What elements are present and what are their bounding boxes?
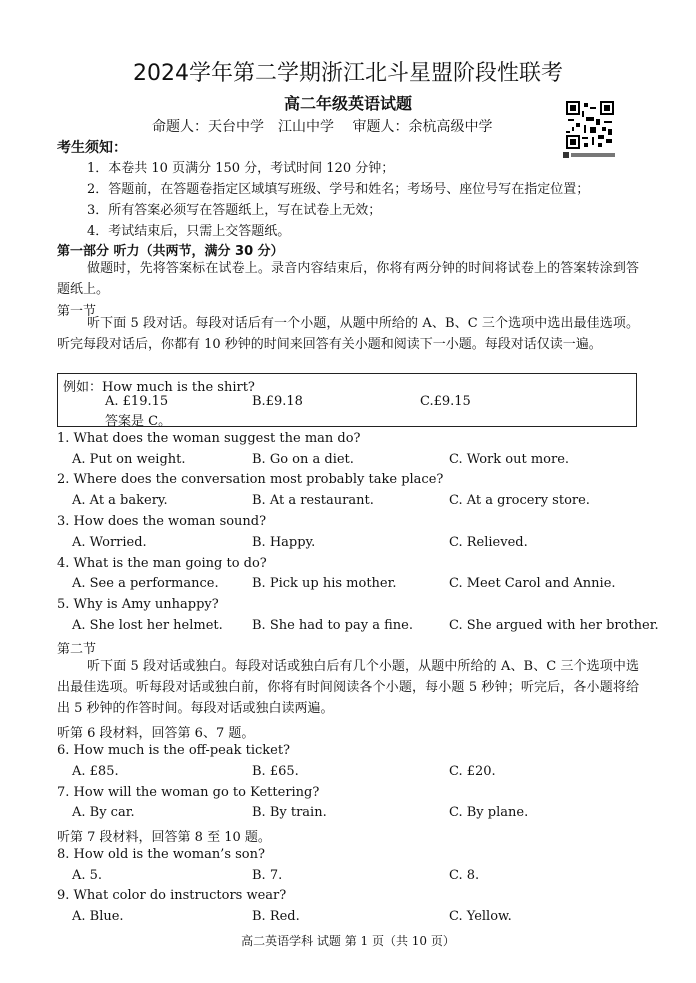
example-option-c: C.£9.15: [420, 394, 471, 409]
option-5b: B. She had to pay a fine.: [252, 618, 413, 633]
material-6-note: 听第 6 段材料，回答第 6、7 题。: [57, 726, 255, 741]
option-6a: A. £85.: [72, 764, 119, 779]
example-option-a: A. £19.15: [105, 394, 169, 409]
page-footer: 高二英语学科 试题 第 1 页（共 10 页）: [241, 934, 455, 948]
option-7c: C. By plane.: [449, 805, 529, 820]
option-3b: B. Happy.: [252, 535, 316, 550]
question-7: 7. How will the woman go to Kettering?: [57, 785, 320, 800]
option-1c: C. Work out more.: [449, 452, 570, 467]
qr-caption-graphic: [563, 152, 617, 158]
material-7-note: 听第 7 段材料，回答第 8 至 10 题。: [57, 830, 271, 845]
option-3a: A. Worried.: [72, 535, 147, 550]
option-1a: A. Put on weight.: [72, 452, 186, 467]
question-2: 2. Where does the conversation most probably take place?: [57, 472, 444, 487]
option-9c: C. Yellow.: [449, 909, 512, 924]
option-2a: A. At a bakery.: [72, 493, 168, 508]
option-2c: C. At a grocery store.: [449, 493, 590, 508]
option-9b: B. Red.: [252, 909, 300, 924]
section2-intro: 听下面 5 段对话或独白。每段对话或独白后有几个小题，从题中所给的 A、B、C 三个选项中选出最佳选项。听每段对话或独白前，你将有时间阅读各个小题，每小题 5 秒钟；听完后，各小题将给出 5 秒钟的作答时间。每段对话或独白读两遍。: [57, 659, 639, 716]
example-question: 例如：How much is the shirt?: [63, 380, 255, 395]
example-option-b: B.£9.18: [252, 394, 303, 409]
notice-item: 2．答题前，在答题卷指定区域填写班级、学号和姓名；考场号、座位号写在指定位置；: [87, 182, 590, 197]
option-5c: C. She argued with her brother.: [449, 618, 659, 633]
notice-item: 1．本卷共 10 页满分 150 分，考试时间 120 分钟；: [87, 161, 395, 176]
option-4a: A. See a performance.: [72, 576, 219, 591]
page-subtitle: 高二年级英语试题: [283, 94, 412, 113]
section2-label: 第二节: [57, 642, 97, 657]
option-6b: B. £65.: [252, 764, 299, 779]
option-8a: A. 5.: [72, 868, 103, 883]
option-2b: B. At a restaurant.: [252, 493, 374, 508]
question-3: 3. How does the woman sound?: [57, 514, 267, 529]
option-1b: B. Go on a diet.: [252, 452, 354, 467]
option-7b: B. By train.: [252, 805, 327, 820]
question-9: 9. What color do instructors wear?: [57, 888, 287, 903]
section1-label: 第一节: [57, 304, 97, 319]
option-7a: A. By car.: [72, 805, 135, 820]
section1-intro: 听下面 5 段对话。每段对话后有一个小题，从题中所给的 A、B、C 三个选项中选出最佳选项。听完每段对话后，你都有 10 秒钟的时间来回答有关小题和阅读下一小题。每段对话仅读一遍。: [57, 316, 639, 352]
option-8c: C. 8.: [449, 868, 480, 883]
question-4: 4. What is the man going to do?: [57, 556, 267, 571]
question-8: 8. How old is the woman’s son?: [57, 847, 265, 862]
notice-heading: 考生须知：: [57, 140, 127, 156]
option-6c: C. £20.: [449, 764, 496, 779]
option-3c: C. Relieved.: [449, 535, 528, 550]
question-5: 5. Why is Amy unhappy?: [57, 597, 219, 612]
option-5a: A. She lost her helmet.: [72, 618, 223, 633]
question-6: 6. How much is the off-peak ticket?: [57, 743, 291, 758]
option-8b: B. 7.: [252, 868, 283, 883]
page-title: 2024学年第二学期浙江北斗星盟阶段性联考: [133, 61, 563, 86]
option-4b: B. Pick up his mother.: [252, 576, 397, 591]
qr-code-icon: [566, 101, 614, 149]
example-answer: 答案是 C。: [105, 414, 172, 429]
option-4c: C. Meet Carol and Annie.: [449, 576, 616, 591]
notice-item: 3．所有答案必须写在答题纸上，写在试卷上无效；: [87, 203, 382, 218]
notice-item: 4．考试结束后，只需上交答题纸。: [87, 224, 291, 239]
part1-intro: 做题时，先将答案标在试卷上。录音内容结束后，你将有两分钟的时间将试卷上的答案转涂到答题纸上。: [57, 261, 639, 297]
question-1: 1. What does the woman suggest the man do?: [57, 431, 361, 446]
part1-heading: 第一部分 听力（共两节，满分 30 分）: [57, 244, 284, 259]
option-9a: A. Blue.: [72, 909, 124, 924]
authors-line: 命题人：天台中学 江山中学 审题人：余杭高级中学: [152, 119, 493, 135]
